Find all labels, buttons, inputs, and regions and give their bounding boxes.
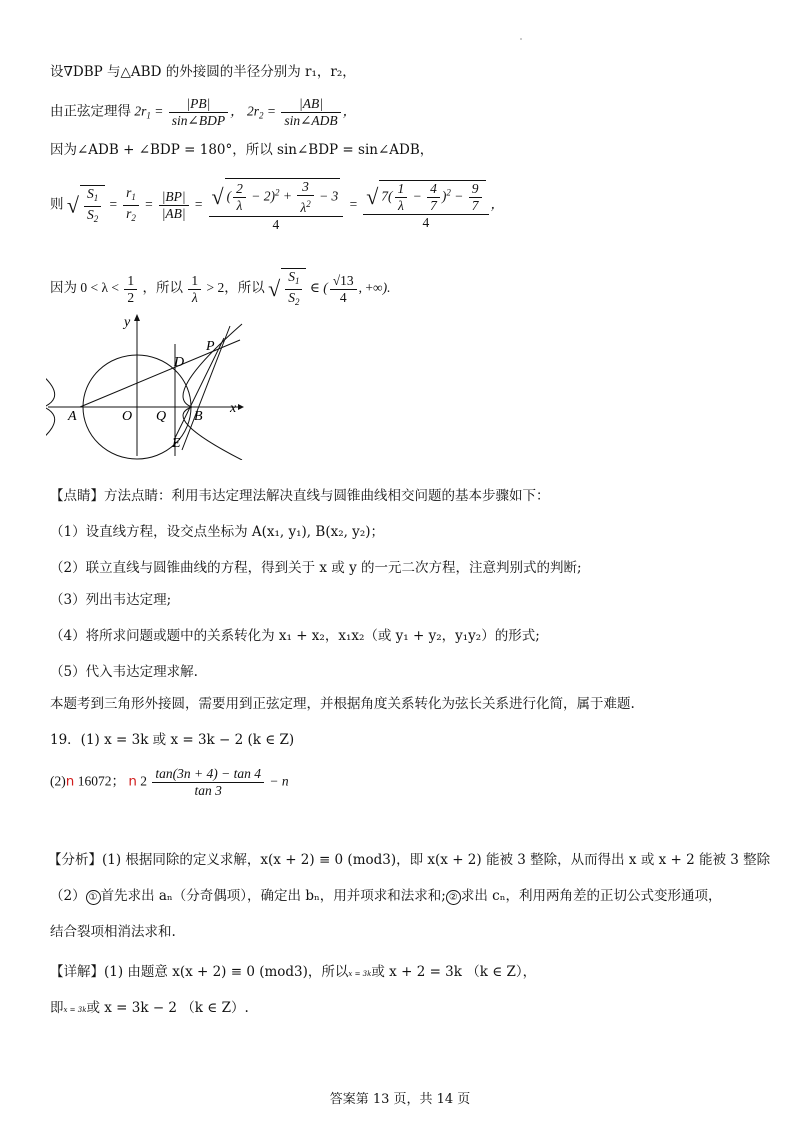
frac-den-sin-adb: sin∠ADB [284, 113, 338, 128]
q19-a2-two: 2 [140, 773, 147, 789]
circled-two: ② [446, 890, 461, 905]
label-d: D [174, 355, 185, 370]
page-footer: 答案第 13 页，共 14 页 [329, 1092, 471, 1107]
range-lead: 因为 0 < λ < [50, 280, 120, 296]
comment-summary: 本题考到三角形外接圆，需要用到正弦定理，并根据角度关系转化为弦长关系进行化简，属于难题. [50, 696, 635, 712]
circled-one: ① [86, 890, 101, 905]
comment-step-3: （3）列出韦达定理; [50, 592, 172, 608]
geometry-figure [46, 310, 246, 464]
line-radius-definition: 设∇DBP 与△ABD 的外接圆的半径分别为 r₁，r₂， [50, 64, 356, 80]
detail1-a: 【详解】(1) 由题意 x(x + 2) ≡ 0 (mod3)，所以 [50, 964, 349, 980]
scan-dot [520, 38, 522, 40]
q19-a2-lead: (2) [50, 773, 66, 789]
q19-a2-val: 16072； [77, 773, 125, 789]
range-mid1: ，所以 [142, 280, 184, 296]
fraction-ab-over-sin [281, 96, 340, 129]
frac-num-pb: |PB| [169, 96, 228, 113]
detail1-b: 或 x + 2 = 3k （k ∈ Z）， [371, 964, 537, 980]
y-axis-arrow [134, 314, 140, 321]
q19-a2-num: tan(3n + 4) − tan 4 [152, 766, 264, 783]
line-range-conclusion: 因为 0 < λ < $\frac{1}{2}$ ，所以 $\frac{1}{\lambda}$ > 2，所以 √ $\frac{S_1}{S_2}$ ∈ ( $\frac{√13}{4}$ , +∞). [50, 268, 391, 310]
q19-a2-tail: − n [269, 773, 289, 789]
q19-a2-den: tan 3 [194, 783, 222, 798]
comment-step-2: （2）联立直线与圆锥曲线的方程，得到关于 x 或 y 的一元二次方程，注意判别式的判断; [50, 560, 582, 576]
label-q: Q [156, 409, 167, 424]
x-axis-arrow [238, 404, 244, 410]
detail2-a: 即 [50, 1000, 64, 1016]
range-sqrt13: √13 [330, 273, 357, 290]
analysis-line-2 [50, 886, 722, 906]
analysis2-a: （2） [50, 888, 86, 904]
label-x: x [230, 401, 237, 416]
range-tail: . [387, 280, 391, 296]
q19-answer-1: 19．(1) x = 3k 或 x = 3k − 2 (k ∈ Z) [50, 732, 295, 748]
detail-line-1 [50, 962, 536, 984]
comment-step-1: （1）设直线方程，设交点坐标为 A(x₁, y₁), B(x₂, y₂)； [50, 524, 384, 540]
detail-line-2 [50, 998, 249, 1020]
sine-law-lead: 由正弦定理得 [50, 103, 131, 119]
detail1-tiny: x = 3k [348, 970, 372, 978]
line-sine-law: 由正弦定理得 $2r_1$ = $\frac{|PB|}{\text{sin∠BDP}}$ ， $2r_2$ = $\frac{|AB|}{\text{sin∠ADB}}$ ， [50, 96, 357, 128]
line-bp-2 [174, 338, 224, 440]
label-b: B [194, 409, 203, 424]
range-four: 4 [339, 289, 347, 305]
frac-num-ab: |AB| [281, 96, 340, 113]
comment-step-5: （5）代入韦达定理求解. [50, 664, 198, 680]
q19-a2-n1: n [65, 773, 75, 790]
range-inf: , +∞ [358, 280, 383, 296]
ellipse-hyperbola-diagram [46, 310, 246, 460]
fraction-pb-over-sin [169, 96, 228, 129]
label-p: P [206, 339, 215, 354]
ratio-lead: 则 [50, 196, 64, 212]
range-mid2: > 2，所以 [206, 280, 265, 296]
analysis2-b: 首先求出 aₙ（分奇偶项），确定出 bₙ，用并项求和法求和; [100, 888, 446, 904]
detail2-tiny: x = 3k [63, 1006, 87, 1014]
analysis2-c: 求出 cₙ，利用两角差的正切公式变形通项， [460, 888, 722, 904]
analysis-line-3: 结合裂项相消法求和. [50, 924, 176, 940]
line-ratio-expression: 则 √ $\frac{S_1}{S_2}$ = $\frac{r_1}{r_2}$ = $\frac{|BP|}{|AB|}$ = √ ( $\frac{2}{\lambda}$ − 2)$^2$ + $\frac{3}{\lambda^2}$ − 3 4 = √ 7( $\frac{1}{\lambda}$ − $\frac{4}{7}$ )$^2$ − $\frac{9}{7}$ 4 ， [50, 179, 505, 232]
q19-a2-fraction [152, 766, 264, 799]
frac-den-sin-bdp: sin∠BDP [171, 113, 226, 128]
label-e: E [172, 436, 181, 451]
line-angle-relation: 因为∠ADB + ∠BDP = 180°，所以 sin∠BDP = sin∠ADB， [50, 142, 434, 158]
q19-a2-n2: n [128, 773, 137, 790]
label-a: A [68, 409, 77, 424]
comment-title: 【点睛】方法点睛：利用韦达定理法解决直线与圆锥曲线相交问题的基本步骤如下： [50, 488, 550, 504]
analysis-line-1: 【分析】(1) 根据同除的定义求解，x(x + 2) ≡ 0 (mod3)，即 x(x + 2) 能被 3 整除，从而得出 x 或 x + 2 能被 3 整除 [48, 852, 771, 868]
comment-step-4: （4）将所求问题或题中的关系转化为 x₁ + x₂，x₁x₂（或 y₁ + y₂，y₁y₂）的形式; [50, 628, 540, 644]
line-ap [80, 340, 240, 407]
label-o: O [122, 409, 133, 424]
detail2-b: 或 x = 3k − 2 （k ∈ Z）. [86, 1000, 249, 1016]
q19-answer-2 [50, 766, 289, 799]
label-y: y [124, 315, 131, 330]
